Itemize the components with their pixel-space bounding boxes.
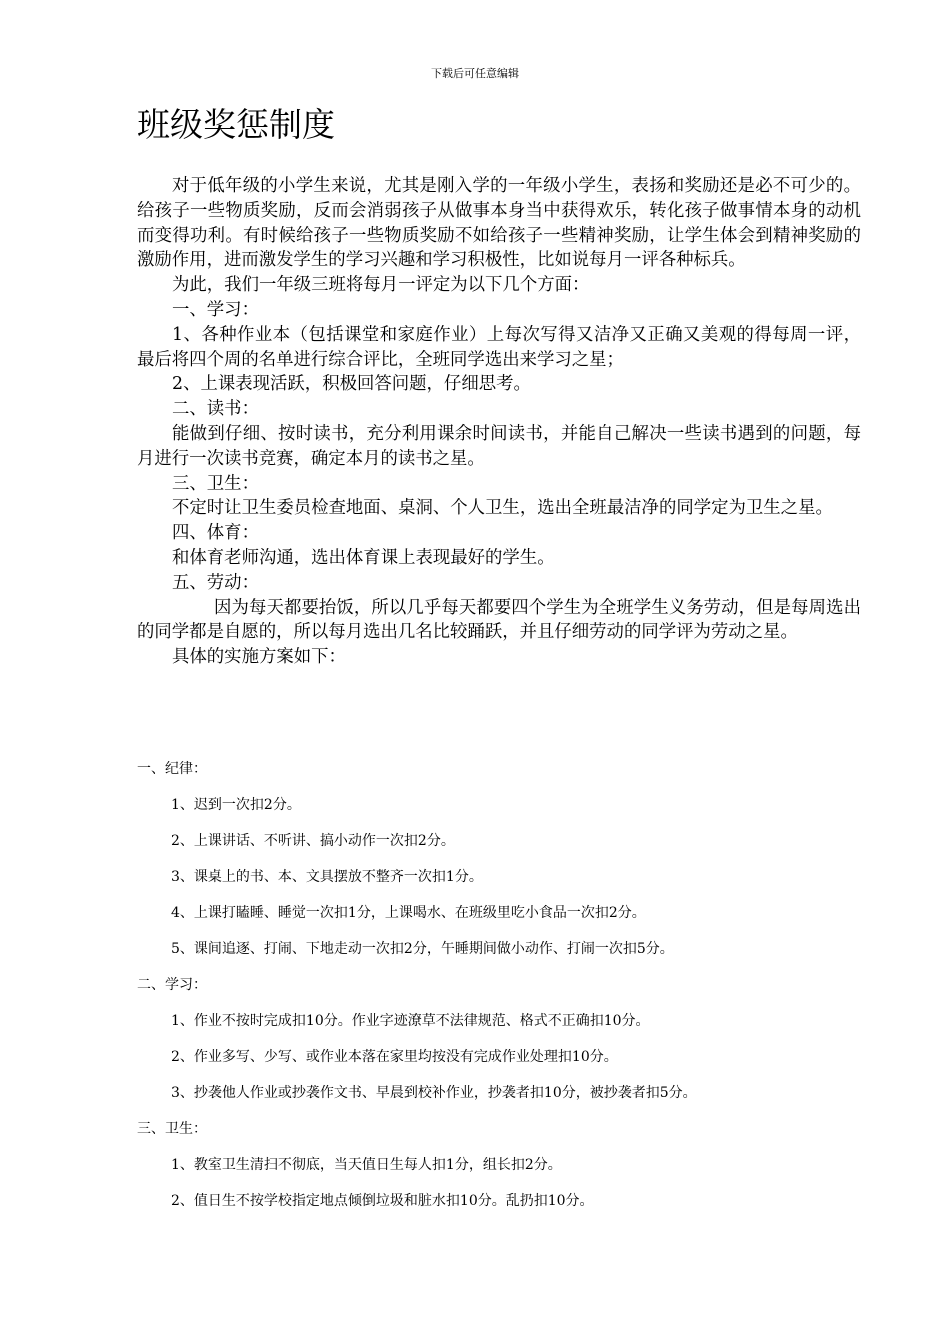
paragraph: 不定时让卫生委员检查地面、桌洞、个人卫生，选出全班最洁净的同学定为卫生之星。 xyxy=(172,498,833,519)
rules-heading: 三、卫生： xyxy=(137,1121,207,1137)
section-heading: 一、学习： xyxy=(172,299,259,320)
rule-item: 2、上课讲话、不听讲、搞小动作一次扣2分。 xyxy=(171,833,455,849)
rule-item: 3、抄袭他人作业或抄袭作文书、早晨到校补作业，抄袭者扣10分，被抄袭者扣5分。 xyxy=(171,1085,697,1101)
document-title: 班级奖惩制度 xyxy=(137,105,335,144)
rule-item: 5、课间追逐、打闹、下地走动一次扣2分，午睡期间做小动作、打闹一次扣5分。 xyxy=(171,941,674,957)
paragraph: 1、各种作业本（包括课堂和家庭作业）上每次写得又洁净又正确又美观的得每周一评，最后将四个周的名单进行综合评比，全班同学选出来学习之星； xyxy=(137,324,861,370)
rule-item: 2、值日生不按学校指定地点倾倒垃圾和脏水扣10分。乱扔扣10分。 xyxy=(171,1193,594,1209)
rules-heading: 二、学习： xyxy=(137,977,207,993)
rule-item: 1、作业不按时完成扣10分。作业字迹潦草不法律规范、格式不正确扣10分。 xyxy=(171,1013,650,1029)
intro-body xyxy=(137,174,861,670)
paragraph: 2、上课表现活跃，积极回答问题，仔细思考。 xyxy=(172,374,531,395)
section-heading: 五、劳动： xyxy=(172,572,259,593)
rule-item: 1、教室卫生清扫不彻底，当天值日生每人扣1分，组长扣2分。 xyxy=(171,1157,562,1173)
paragraph: 和体育老师沟通，选出体育课上表现最好的学生。 xyxy=(172,547,555,568)
section-heading: 三、卫生： xyxy=(172,473,259,494)
rule-item: 4、上课打瞌睡、睡觉一次扣1分，上课喝水、在班级里吃小食品一次扣2分。 xyxy=(171,905,646,921)
rules-heading: 一、纪律： xyxy=(137,761,207,777)
paragraph: 具体的实施方案如下： xyxy=(172,647,346,668)
page-header: 下载后可任意编辑 xyxy=(431,67,519,80)
rule-item: 3、课桌上的书、本、文具摆放不整齐一次扣1分。 xyxy=(171,869,483,885)
paragraph: 能做到仔细、按时读书，充分利用课余时间读书，并能自己解决一些读书遇到的问题，每月进行一次读书竞赛，确定本月的读书之星。 xyxy=(137,423,861,469)
paragraph: 对于低年级的小学生来说，尤其是刚入学的一年级小学生，表扬和奖励还是必不可少的。给孩子一些物质奖励，反而会消弱孩子从做事本身当中获得欢乐，转化孩子做事情本身的动机而变得功利。有时候给孩子一些物质奖励不如给孩子一些精神奖励，让学生体会到精神奖励的激励作用，进而激发学生的学习兴趣和学习积极性，比如说每月一评各种标兵。 xyxy=(137,176,861,271)
section-heading: 四、体育： xyxy=(172,523,259,544)
rule-item: 2、作业多写、少写、或作业本落在家里均按没有完成作业处理扣10分。 xyxy=(171,1049,618,1065)
section-heading: 二、读书： xyxy=(172,399,259,420)
paragraph: 为此，我们一年级三班将每月一评定为以下几个方面： xyxy=(172,275,590,296)
rule-item: 1、迟到一次扣2分。 xyxy=(171,797,301,813)
paragraph: 因为每天都要抬饭，所以几乎每天都要四个学生为全班学生义务劳动，但是每周选出的同学都是自愿的，所以每月选出几名比较踊跃，并且仔细劳动的同学评为劳动之星。 xyxy=(137,597,861,643)
